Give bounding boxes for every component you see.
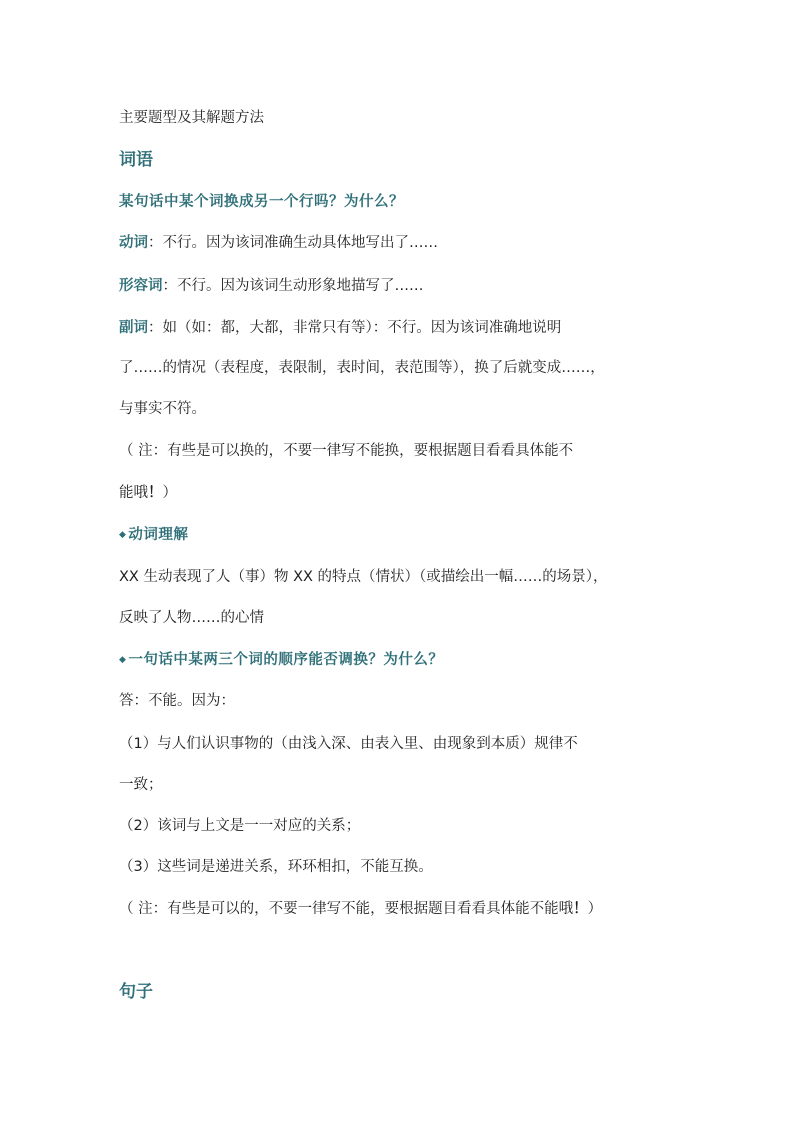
order-heading-line — [119, 650, 443, 670]
section-heading-sentences: 句子 — [119, 982, 153, 1002]
verb-line — [119, 233, 438, 253]
verb-understanding-line-1: XX 生动表现了人（事）物 XX 的特点（情状）（或描绘出一幅……的场景）， — [119, 569, 608, 585]
note-line-2-end: ） — [162, 485, 177, 501]
diamond-bullet-icon: ◆ — [119, 530, 127, 540]
question-replace-word: 某句话中某个词换成另一个行吗？为什么？ — [119, 194, 404, 210]
order-item-1-line-1: （1）与人们认识事物的（由浅入深、由表入里、由现象到本质）规律不 — [119, 736, 578, 752]
adverb-line-3: 与事实不符。 — [119, 401, 206, 417]
order-item-2: （2）该词与上文是一一对应的关系； — [119, 818, 361, 834]
adjective-line — [119, 276, 424, 296]
note-line-2-exclaim: ！ — [148, 485, 163, 501]
verb-understanding-heading: 动词理解 — [128, 527, 189, 543]
order-note-text: （ 注：有些是可以的，不要一律写不能，要根据题目看看具体能不能哦 — [119, 901, 574, 917]
order-item-1-line-2: 一致； — [119, 777, 163, 793]
adverb-label: 副词 — [119, 320, 148, 336]
adverb-line-1 — [119, 318, 561, 338]
adjective-text: ：不行。因为该词生动形象地描写了…… — [162, 278, 424, 294]
verb-understanding-line-2: 反映了人物……的心情 — [119, 610, 264, 626]
adjective-label: 形容词 — [119, 278, 163, 294]
section-heading-words: 词语 — [119, 150, 153, 170]
diamond-bullet-icon: ◆ — [119, 655, 127, 665]
verb-label: 动词 — [119, 235, 148, 251]
order-item-3: （3）这些词是递进关系，环环相扣，不能互换。 — [119, 859, 433, 875]
verb-text: ：不行。因为该词准确生动具体地写出了…… — [148, 235, 438, 251]
order-note-exclaim: ！ — [573, 901, 588, 917]
order-note — [119, 899, 602, 919]
order-heading: 一句话中某两三个词的顺序能否调换？为什么？ — [128, 652, 444, 668]
document-title: 主要题型及其解题方法 — [119, 110, 264, 126]
adverb-line-2: 了……的情况（表程度，表限制，表时间，表范围等），换了后就变成……， — [119, 360, 605, 376]
note-line-2 — [119, 483, 177, 503]
note-line-1: （ 注：有些是可以换的，不要一律写不能换，要根据题目看看具体能不 — [119, 443, 574, 459]
order-answer: 答：不能。因为： — [119, 693, 235, 709]
verb-understanding-heading-line — [119, 525, 188, 545]
order-note-end: ） — [587, 901, 603, 917]
note-line-2-text: 能哦 — [119, 485, 148, 501]
adverb-text-1: ：如（如：都，大都，非常只有等）：不行。因为该词准确地说明 — [148, 320, 562, 336]
